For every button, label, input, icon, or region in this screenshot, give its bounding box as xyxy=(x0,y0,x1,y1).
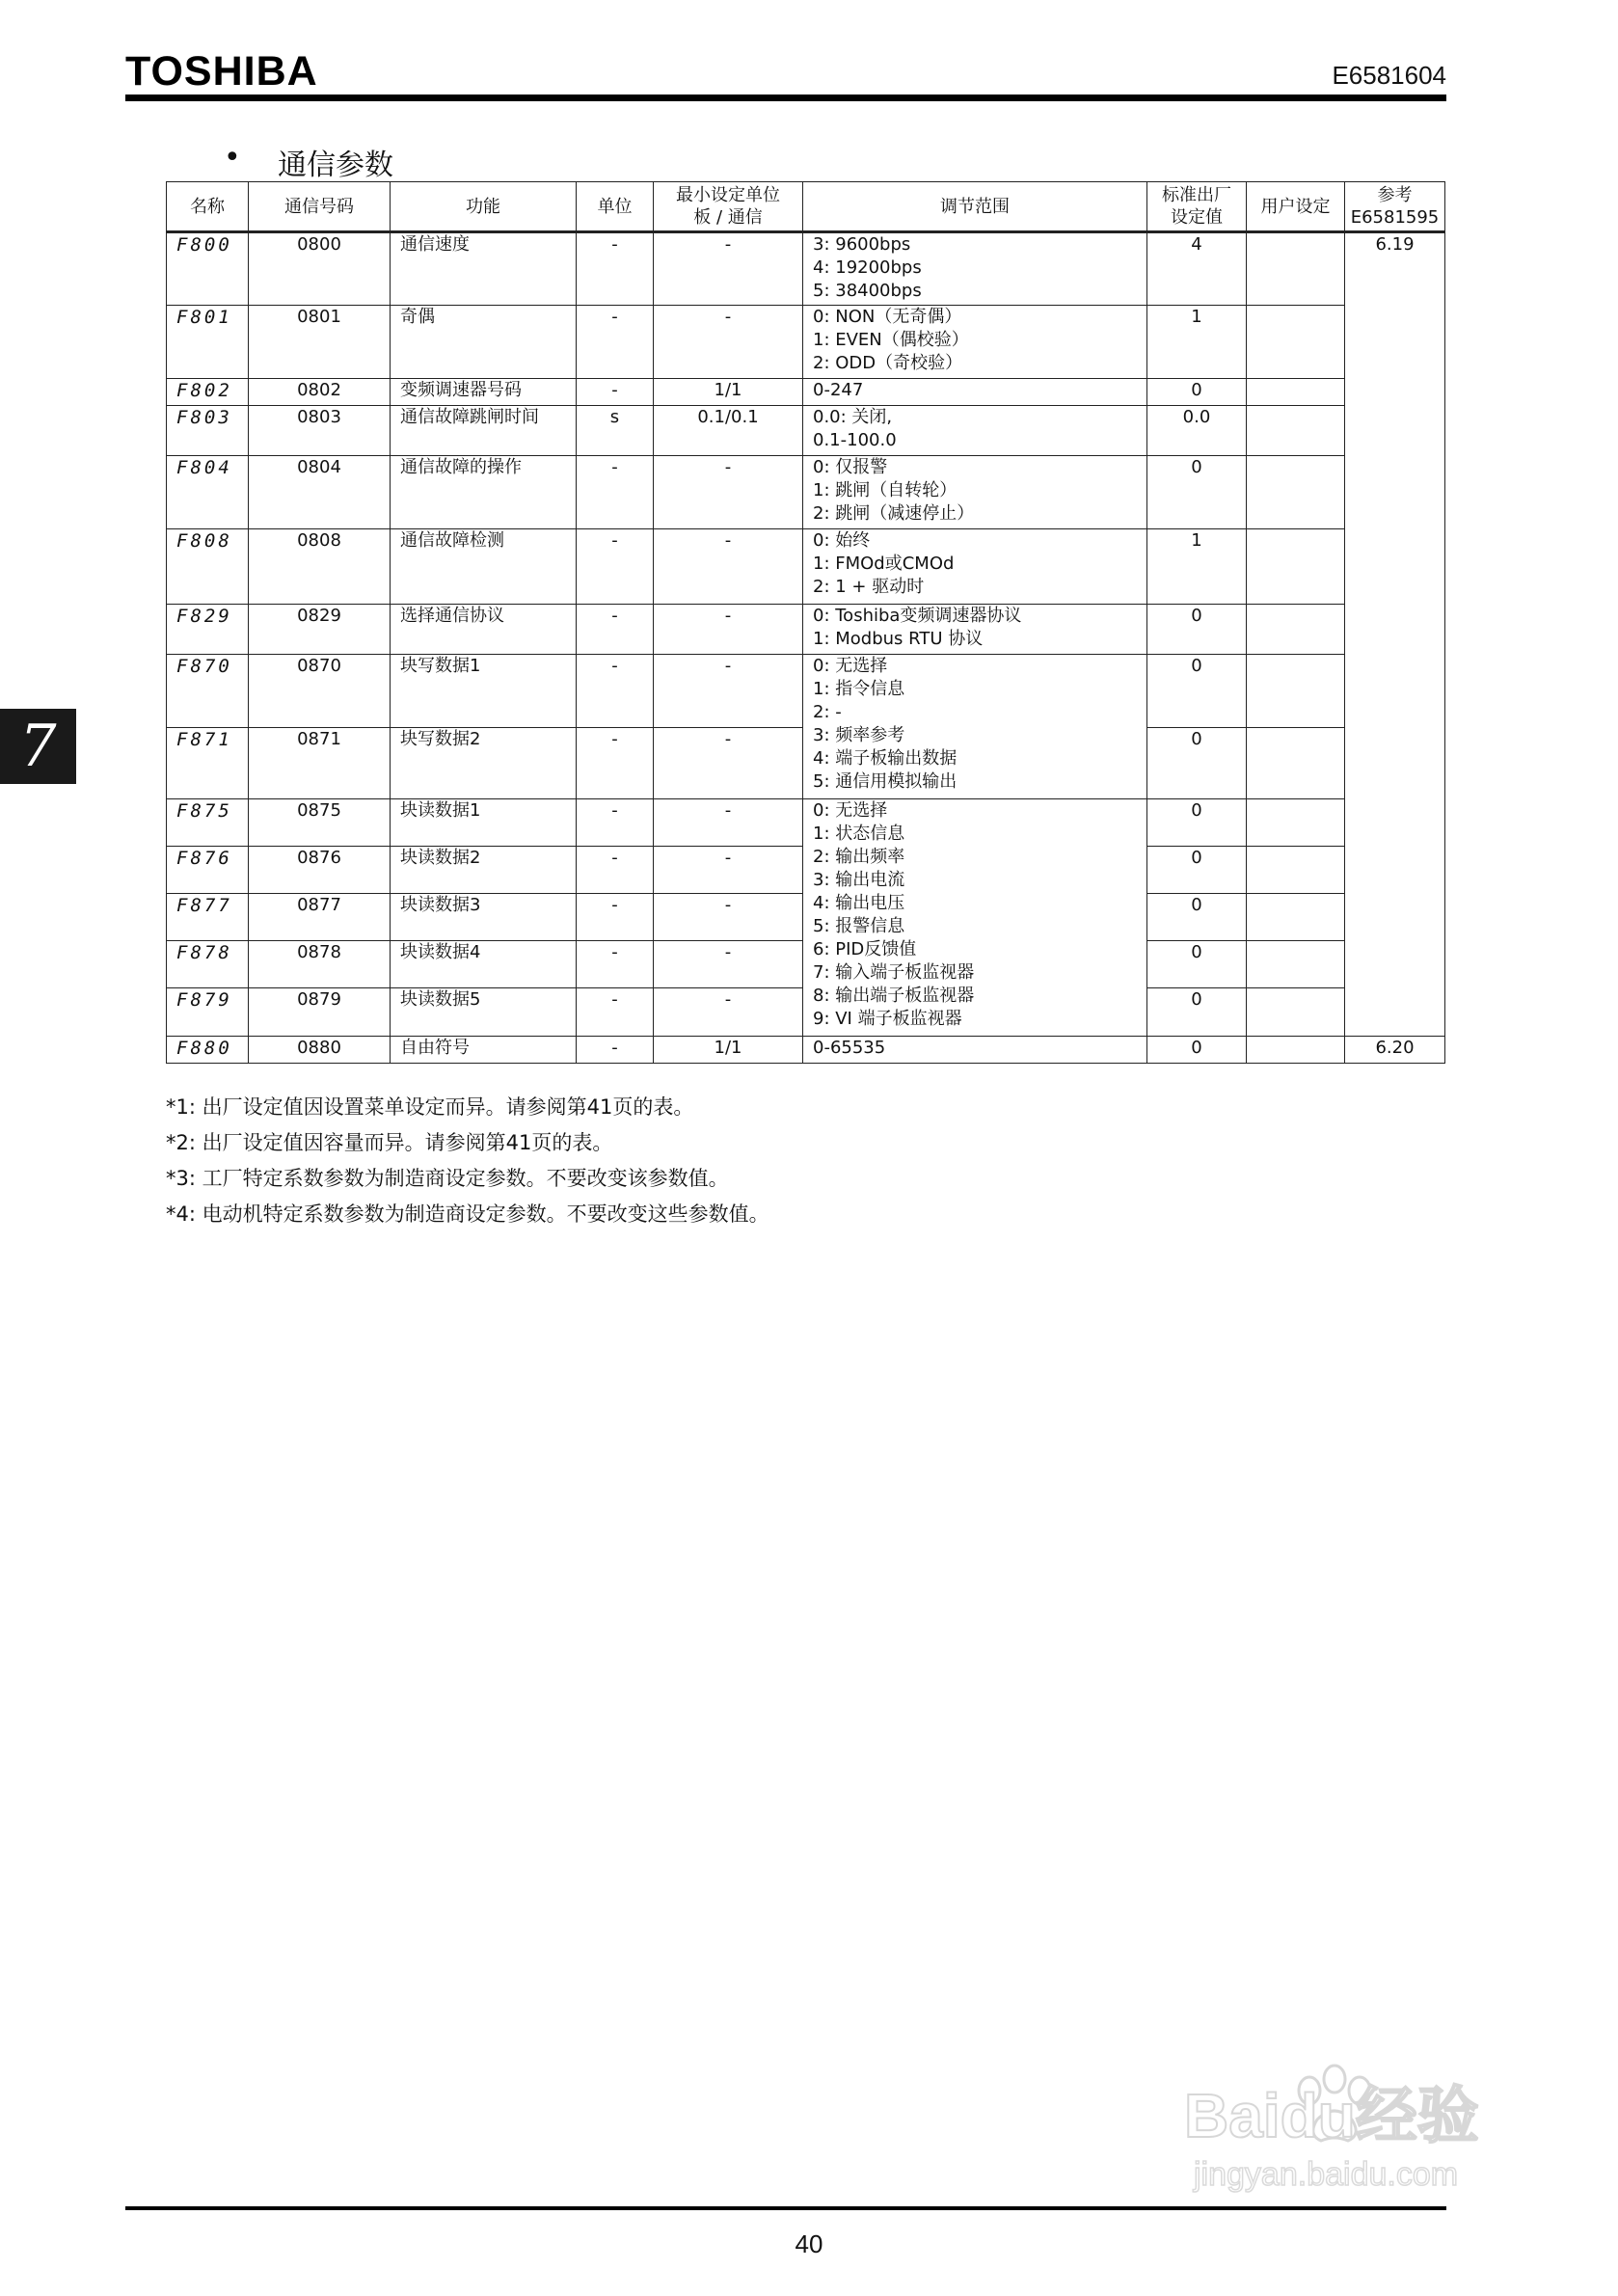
comm-number: 0878 xyxy=(249,941,391,988)
param-code: F877 xyxy=(167,894,249,941)
unit-cell: - xyxy=(577,605,654,655)
default-cell: 0 xyxy=(1147,988,1247,1037)
toshiba-logo: TOSHIBA xyxy=(125,48,318,95)
default-cell: 0 xyxy=(1147,1037,1247,1064)
range-cell: 0: NON（无奇偶） 1: EVEN（偶校验） 2: ODD（奇校验） xyxy=(803,306,1147,379)
min-unit-cell: - xyxy=(654,306,803,379)
table-row xyxy=(167,456,1445,529)
watermark-brand: Baidu经验 xyxy=(1184,2081,1479,2150)
range-cell: 0: Toshiba变频调速器协议 1: Modbus RTU 协议 xyxy=(803,605,1147,655)
unit-cell: - xyxy=(577,847,654,894)
header-unit: 单位 xyxy=(577,182,654,232)
param-code: F802 xyxy=(167,379,249,406)
user-setting-cell xyxy=(1247,529,1345,605)
user-setting-cell xyxy=(1247,406,1345,456)
table-row xyxy=(167,306,1445,379)
min-unit-cell: - xyxy=(654,847,803,894)
header-default: 标准出厂 设定值 xyxy=(1147,182,1247,232)
user-setting-cell xyxy=(1247,655,1345,728)
comm-number: 0871 xyxy=(249,728,391,799)
footnote: *2: 出厂设定值因容量而异。请参阅第41页的表。 xyxy=(166,1131,613,1154)
range-cell: 0-247 xyxy=(803,379,1147,406)
function-cell: 通信故障跳闸时间 xyxy=(391,406,577,456)
function-cell: 奇偶 xyxy=(391,306,577,379)
header-range: 调节范围 xyxy=(803,182,1147,232)
function-cell: 块写数据1 xyxy=(391,655,577,728)
table-row xyxy=(167,605,1445,655)
comm-number: 0876 xyxy=(249,847,391,894)
unit-cell: - xyxy=(577,941,654,988)
user-setting-cell xyxy=(1247,605,1345,655)
param-code: F871 xyxy=(167,728,249,799)
block-read-range-cell: 0: 无选择 1: 状态信息 2: 输出频率 3: 输出电流 4: 输出电压 5: 报警信息 6: PID反馈值 7: 输入端子板监视器 8: 输出端子板监视器 9: VI 端子板监视器 xyxy=(803,799,1147,1037)
unit-cell: - xyxy=(577,232,654,306)
param-code: F808 xyxy=(167,529,249,605)
unit-cell: - xyxy=(577,655,654,728)
chapter-tab: 7 xyxy=(0,709,76,784)
table-row xyxy=(167,1037,1445,1064)
default-cell: 4 xyxy=(1147,232,1247,306)
comm-number: 0803 xyxy=(249,406,391,456)
bullet: • xyxy=(224,141,241,175)
default-cell: 0 xyxy=(1147,894,1247,941)
function-cell: 块读数据1 xyxy=(391,799,577,847)
min-unit-cell: - xyxy=(654,728,803,799)
comm-number: 0801 xyxy=(249,306,391,379)
block-write-range-cell: 0: 无选择 1: 指令信息 2: - 3: 频率参考 4: 端子板输出数据 5: 通信用模拟输出 xyxy=(803,655,1147,799)
table-row xyxy=(167,406,1445,456)
comm-number: 0880 xyxy=(249,1037,391,1064)
user-setting-cell xyxy=(1247,728,1345,799)
header-reference: 参考 E6581595 xyxy=(1345,182,1445,232)
user-setting-cell xyxy=(1247,232,1345,306)
range-cell: 0: 仅报警 1: 跳闸（自转轮） 2: 跳闸（减速停止） xyxy=(803,456,1147,529)
function-cell: 块读数据4 xyxy=(391,941,577,988)
param-code: F870 xyxy=(167,655,249,728)
user-setting-cell xyxy=(1247,988,1345,1037)
default-cell: 0 xyxy=(1147,605,1247,655)
comm-number: 0802 xyxy=(249,379,391,406)
document-number: E6581604 xyxy=(1332,61,1446,90)
unit-cell: - xyxy=(577,894,654,941)
table-header-row xyxy=(167,182,1445,232)
header-function: 功能 xyxy=(391,182,577,232)
table-row xyxy=(167,529,1445,605)
param-code: F880 xyxy=(167,1037,249,1064)
min-unit-cell: - xyxy=(654,232,803,306)
default-cell: 0 xyxy=(1147,728,1247,799)
default-cell: 0 xyxy=(1147,847,1247,894)
function-cell: 通信故障的操作 xyxy=(391,456,577,529)
min-unit-cell: 1/1 xyxy=(654,1037,803,1064)
comm-number: 0877 xyxy=(249,894,391,941)
range-cell: 3: 9600bps 4: 19200bps 5: 38400bps xyxy=(803,232,1147,306)
section-title-text: 通信参数 xyxy=(278,149,393,182)
table-row xyxy=(167,232,1445,306)
default-cell: 0 xyxy=(1147,655,1247,728)
user-setting-cell xyxy=(1247,1037,1345,1064)
section-title xyxy=(224,141,393,183)
default-cell: 0 xyxy=(1147,941,1247,988)
table-row xyxy=(167,655,1445,728)
header-comm-no: 通信号码 xyxy=(249,182,391,232)
function-cell: 变频调速器号码 xyxy=(391,379,577,406)
unit-cell: - xyxy=(577,379,654,406)
function-cell: 块读数据2 xyxy=(391,847,577,894)
footnote: *4: 电动机特定系数参数为制造商设定参数。不要改变这些参数值。 xyxy=(166,1202,769,1226)
user-setting-cell xyxy=(1247,379,1345,406)
param-code: F800 xyxy=(167,232,249,306)
min-unit-cell: - xyxy=(654,655,803,728)
comm-number: 0870 xyxy=(249,655,391,728)
communication-parameters-table xyxy=(166,181,1445,1064)
param-code: F829 xyxy=(167,605,249,655)
reference-cell: 6.19 xyxy=(1345,232,1445,1037)
comm-number: 0829 xyxy=(249,605,391,655)
min-unit-cell: 0.1/0.1 xyxy=(654,406,803,456)
param-code: F804 xyxy=(167,456,249,529)
comm-number: 0804 xyxy=(249,456,391,529)
function-cell: 选择通信协议 xyxy=(391,605,577,655)
default-cell: 0 xyxy=(1147,799,1247,847)
header-rule xyxy=(125,95,1446,101)
unit-cell: - xyxy=(577,306,654,379)
min-unit-cell: - xyxy=(654,941,803,988)
function-cell: 块读数据3 xyxy=(391,894,577,941)
footer-rule xyxy=(125,2206,1446,2210)
function-cell: 通信故障检测 xyxy=(391,529,577,605)
param-code: F879 xyxy=(167,988,249,1037)
page-number: 40 xyxy=(795,2229,823,2258)
function-cell: 块写数据2 xyxy=(391,728,577,799)
user-setting-cell xyxy=(1247,894,1345,941)
min-unit-cell: - xyxy=(654,988,803,1037)
unit-cell: s xyxy=(577,406,654,456)
function-cell: 自由符号 xyxy=(391,1037,577,1064)
header-min-unit: 最小设定单位 板 / 通信 xyxy=(654,182,803,232)
unit-cell: - xyxy=(577,799,654,847)
footnote: *1: 出厂设定值因设置菜单设定而异。请参阅第41页的表。 xyxy=(166,1095,694,1119)
default-cell: 1 xyxy=(1147,529,1247,605)
param-code: F878 xyxy=(167,941,249,988)
user-setting-cell xyxy=(1247,799,1345,847)
footnote: *3: 工厂特定系数参数为制造商设定参数。不要改变该参数值。 xyxy=(166,1167,729,1190)
min-unit-cell: - xyxy=(654,456,803,529)
min-unit-cell: - xyxy=(654,799,803,847)
user-setting-cell xyxy=(1247,941,1345,988)
min-unit-cell: 1/1 xyxy=(654,379,803,406)
function-cell: 通信速度 xyxy=(391,232,577,306)
user-setting-cell xyxy=(1247,847,1345,894)
user-setting-cell xyxy=(1247,456,1345,529)
unit-cell: - xyxy=(577,988,654,1037)
reference-cell: 6.20 xyxy=(1345,1037,1445,1064)
comm-number: 0808 xyxy=(249,529,391,605)
param-code: F803 xyxy=(167,406,249,456)
table-row xyxy=(167,379,1445,406)
range-cell: 0: 始终 1: FMOd或CMOd 2: 1 + 驱动时 xyxy=(803,529,1147,605)
range-cell: 0.0: 关闭, 0.1-100.0 xyxy=(803,406,1147,456)
comm-number: 0875 xyxy=(249,799,391,847)
param-code: F876 xyxy=(167,847,249,894)
unit-cell: - xyxy=(577,529,654,605)
default-cell: 0 xyxy=(1147,379,1247,406)
min-unit-cell: - xyxy=(654,529,803,605)
header-user-setting: 用户设定 xyxy=(1247,182,1345,232)
function-cell: 块读数据5 xyxy=(391,988,577,1037)
range-cell: 0-65535 xyxy=(803,1037,1147,1064)
default-cell: 0 xyxy=(1147,456,1247,529)
min-unit-cell: - xyxy=(654,605,803,655)
unit-cell: - xyxy=(577,456,654,529)
baidu-jingyan-watermark xyxy=(1155,2052,1531,2197)
table-row xyxy=(167,799,1445,847)
unit-cell: - xyxy=(577,728,654,799)
param-code: F801 xyxy=(167,306,249,379)
unit-cell: - xyxy=(577,1037,654,1064)
default-cell: 0.0 xyxy=(1147,406,1247,456)
header-name: 名称 xyxy=(167,182,249,232)
watermark-url: jingyan.baidu.com xyxy=(1194,2156,1459,2193)
user-setting-cell xyxy=(1247,306,1345,379)
comm-number: 0800 xyxy=(249,232,391,306)
footnotes xyxy=(166,1090,769,1232)
comm-number: 0879 xyxy=(249,988,391,1037)
min-unit-cell: - xyxy=(654,894,803,941)
default-cell: 1 xyxy=(1147,306,1247,379)
param-code: F875 xyxy=(167,799,249,847)
